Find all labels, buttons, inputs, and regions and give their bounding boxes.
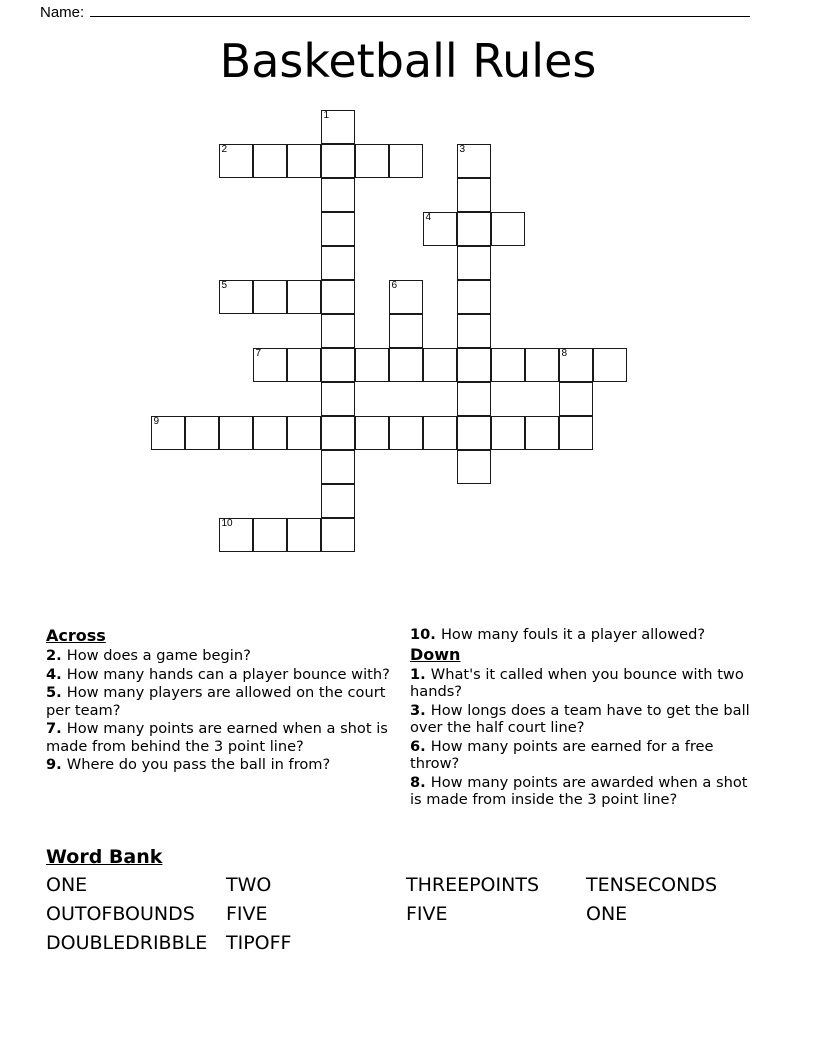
grid-cell[interactable]	[185, 416, 219, 450]
grid-cell[interactable]	[321, 178, 355, 212]
word-bank-word[interactable]: FIVE	[406, 903, 448, 925]
clue-text: How many points are earned when a shot is made from behind the 3 point line?	[46, 720, 388, 755]
clue-item	[410, 774, 762, 809]
name-label: Name:	[40, 4, 85, 21]
grid-cell[interactable]	[355, 348, 389, 382]
grid-cell[interactable]	[389, 348, 423, 382]
word-bank-word[interactable]: TWO	[226, 874, 272, 896]
grid-cell[interactable]	[287, 518, 321, 552]
grid-cell[interactable]	[525, 348, 559, 382]
clue-item	[46, 647, 398, 665]
grid-cell-number: 9	[153, 416, 160, 427]
grid-cell[interactable]	[355, 416, 389, 450]
grid-cell[interactable]	[389, 416, 423, 450]
grid-cell[interactable]	[491, 348, 525, 382]
clue-text: Where do you pass the ball in from?	[66, 756, 331, 773]
grid-cell[interactable]	[559, 382, 593, 416]
grid-cell[interactable]	[457, 348, 491, 382]
clue-text: How many points are earned for a free throw?	[410, 737, 714, 772]
grid-cell[interactable]	[457, 178, 491, 212]
grid-cell[interactable]	[457, 212, 491, 246]
grid-cell[interactable]	[423, 212, 457, 246]
grid-cell[interactable]	[355, 144, 389, 178]
across-clue-list-continued	[410, 626, 762, 644]
grid-cell-number: 3	[459, 144, 466, 155]
grid-cell[interactable]	[525, 416, 559, 450]
grid-cell[interactable]	[457, 246, 491, 280]
clues-column-right	[410, 626, 762, 810]
grid-cell-number: 8	[561, 348, 568, 359]
clue-text: How many players are allowed on the court per team?	[46, 684, 386, 719]
grid-cell[interactable]	[457, 382, 491, 416]
grid-cell[interactable]	[321, 484, 355, 518]
grid-cell-number: 10	[221, 518, 233, 529]
grid-cell[interactable]	[321, 348, 355, 382]
clue-number: 7.	[46, 720, 67, 737]
grid-cell-number: 2	[221, 144, 228, 155]
clue-number: 10.	[410, 626, 441, 643]
grid-cell[interactable]	[253, 280, 287, 314]
grid-cell[interactable]	[457, 416, 491, 450]
grid-cell[interactable]	[491, 416, 525, 450]
grid-cell[interactable]	[457, 144, 491, 178]
down-clue-list	[410, 666, 762, 809]
word-bank-grid	[46, 871, 770, 958]
grid-cell[interactable]	[287, 416, 321, 450]
grid-cell[interactable]	[287, 280, 321, 314]
grid-cell[interactable]	[219, 280, 253, 314]
clue-item	[46, 756, 398, 774]
grid-cell[interactable]	[457, 314, 491, 348]
grid-cell[interactable]	[219, 144, 253, 178]
clue-number: 9.	[46, 756, 67, 773]
word-bank-section	[46, 845, 770, 958]
word-bank-word[interactable]: TENSECONDS	[586, 874, 718, 896]
word-bank-word[interactable]: DOUBLEDRIBBLE	[46, 932, 208, 954]
clue-number: 6.	[410, 737, 431, 755]
grid-cell[interactable]	[321, 144, 355, 178]
clue-item	[46, 720, 398, 755]
grid-cell-number: 6	[391, 280, 398, 291]
clue-text: What's it called when you bounce with two hands?	[410, 665, 744, 700]
clue-number: 2.	[46, 647, 67, 664]
grid-cell[interactable]	[457, 450, 491, 484]
page-title: Basketball Rules	[219, 34, 597, 88]
grid-cell[interactable]	[389, 144, 423, 178]
grid-cell[interactable]	[559, 416, 593, 450]
word-bank-word[interactable]: ONE	[586, 903, 628, 925]
grid-cell[interactable]	[321, 280, 355, 314]
clues-section	[46, 626, 770, 836]
grid-cell[interactable]	[321, 518, 355, 552]
across-heading: Across	[46, 626, 106, 645]
clue-number: 1.	[410, 665, 431, 683]
grid-cell[interactable]	[321, 450, 355, 484]
clue-text: How many hands can a player bounce with?	[66, 665, 390, 683]
grid-cell[interactable]	[593, 348, 627, 382]
grid-cell[interactable]	[491, 212, 525, 246]
across-clue-list	[46, 647, 398, 774]
word-bank-word[interactable]: TIPOFF	[226, 932, 292, 954]
clue-text: How longs does a team have to get the ball over the half court line?	[410, 701, 750, 736]
grid-cell[interactable]	[389, 280, 423, 314]
grid-cell-number: 4	[425, 212, 432, 223]
clue-text: How many points are awarded when a shot is made from inside the 3 point line?	[410, 773, 748, 808]
grid-cell[interactable]	[219, 416, 253, 450]
clue-number: 3.	[410, 701, 431, 719]
grid-cell[interactable]	[321, 382, 355, 416]
clue-text: How many fouls it a player allowed?	[440, 626, 706, 643]
grid-cell[interactable]	[253, 348, 287, 382]
word-bank-row	[46, 929, 770, 958]
clue-item	[410, 666, 762, 701]
clue-item	[410, 738, 762, 773]
clue-text: How does a game begin?	[66, 647, 251, 664]
word-bank-word[interactable]: THREEPOINTS	[406, 874, 539, 896]
grid-cell-number: 7	[255, 348, 262, 359]
word-bank-word[interactable]: FIVE	[226, 903, 268, 925]
clue-item	[46, 684, 398, 719]
word-bank-row	[46, 871, 770, 900]
grid-cell[interactable]	[321, 212, 355, 246]
clue-number: 4.	[46, 665, 67, 683]
word-bank-heading: Word Bank	[46, 846, 163, 868]
down-heading: Down	[410, 644, 461, 664]
grid-cell[interactable]	[423, 348, 457, 382]
clue-item	[46, 666, 398, 684]
grid-cell[interactable]	[253, 518, 287, 552]
clue-number: 8.	[410, 773, 431, 791]
grid-cell-number: 5	[221, 280, 228, 291]
word-bank-word[interactable]: OUTOFBOUNDS	[46, 903, 195, 925]
grid-cell[interactable]	[423, 416, 457, 450]
grid-cell[interactable]	[287, 348, 321, 382]
clues-column-left	[46, 626, 398, 775]
grid-cell[interactable]	[219, 518, 253, 552]
grid-cell[interactable]	[321, 314, 355, 348]
grid-cell[interactable]	[457, 280, 491, 314]
grid-cell-number: 1	[323, 110, 330, 121]
grid-cell[interactable]	[559, 348, 593, 382]
grid-cell[interactable]	[151, 416, 185, 450]
grid-cell[interactable]	[287, 144, 321, 178]
grid-cell[interactable]	[321, 110, 355, 144]
word-bank-row	[46, 900, 770, 929]
grid-cell[interactable]	[321, 416, 355, 450]
grid-cell[interactable]	[389, 314, 423, 348]
word-bank-word[interactable]: ONE	[46, 874, 88, 896]
clue-item	[410, 626, 762, 644]
grid-cell[interactable]	[253, 144, 287, 178]
grid-cell[interactable]	[321, 246, 355, 280]
clue-number: 5.	[46, 684, 67, 701]
grid-cell[interactable]	[253, 416, 287, 450]
clue-item	[410, 702, 762, 737]
